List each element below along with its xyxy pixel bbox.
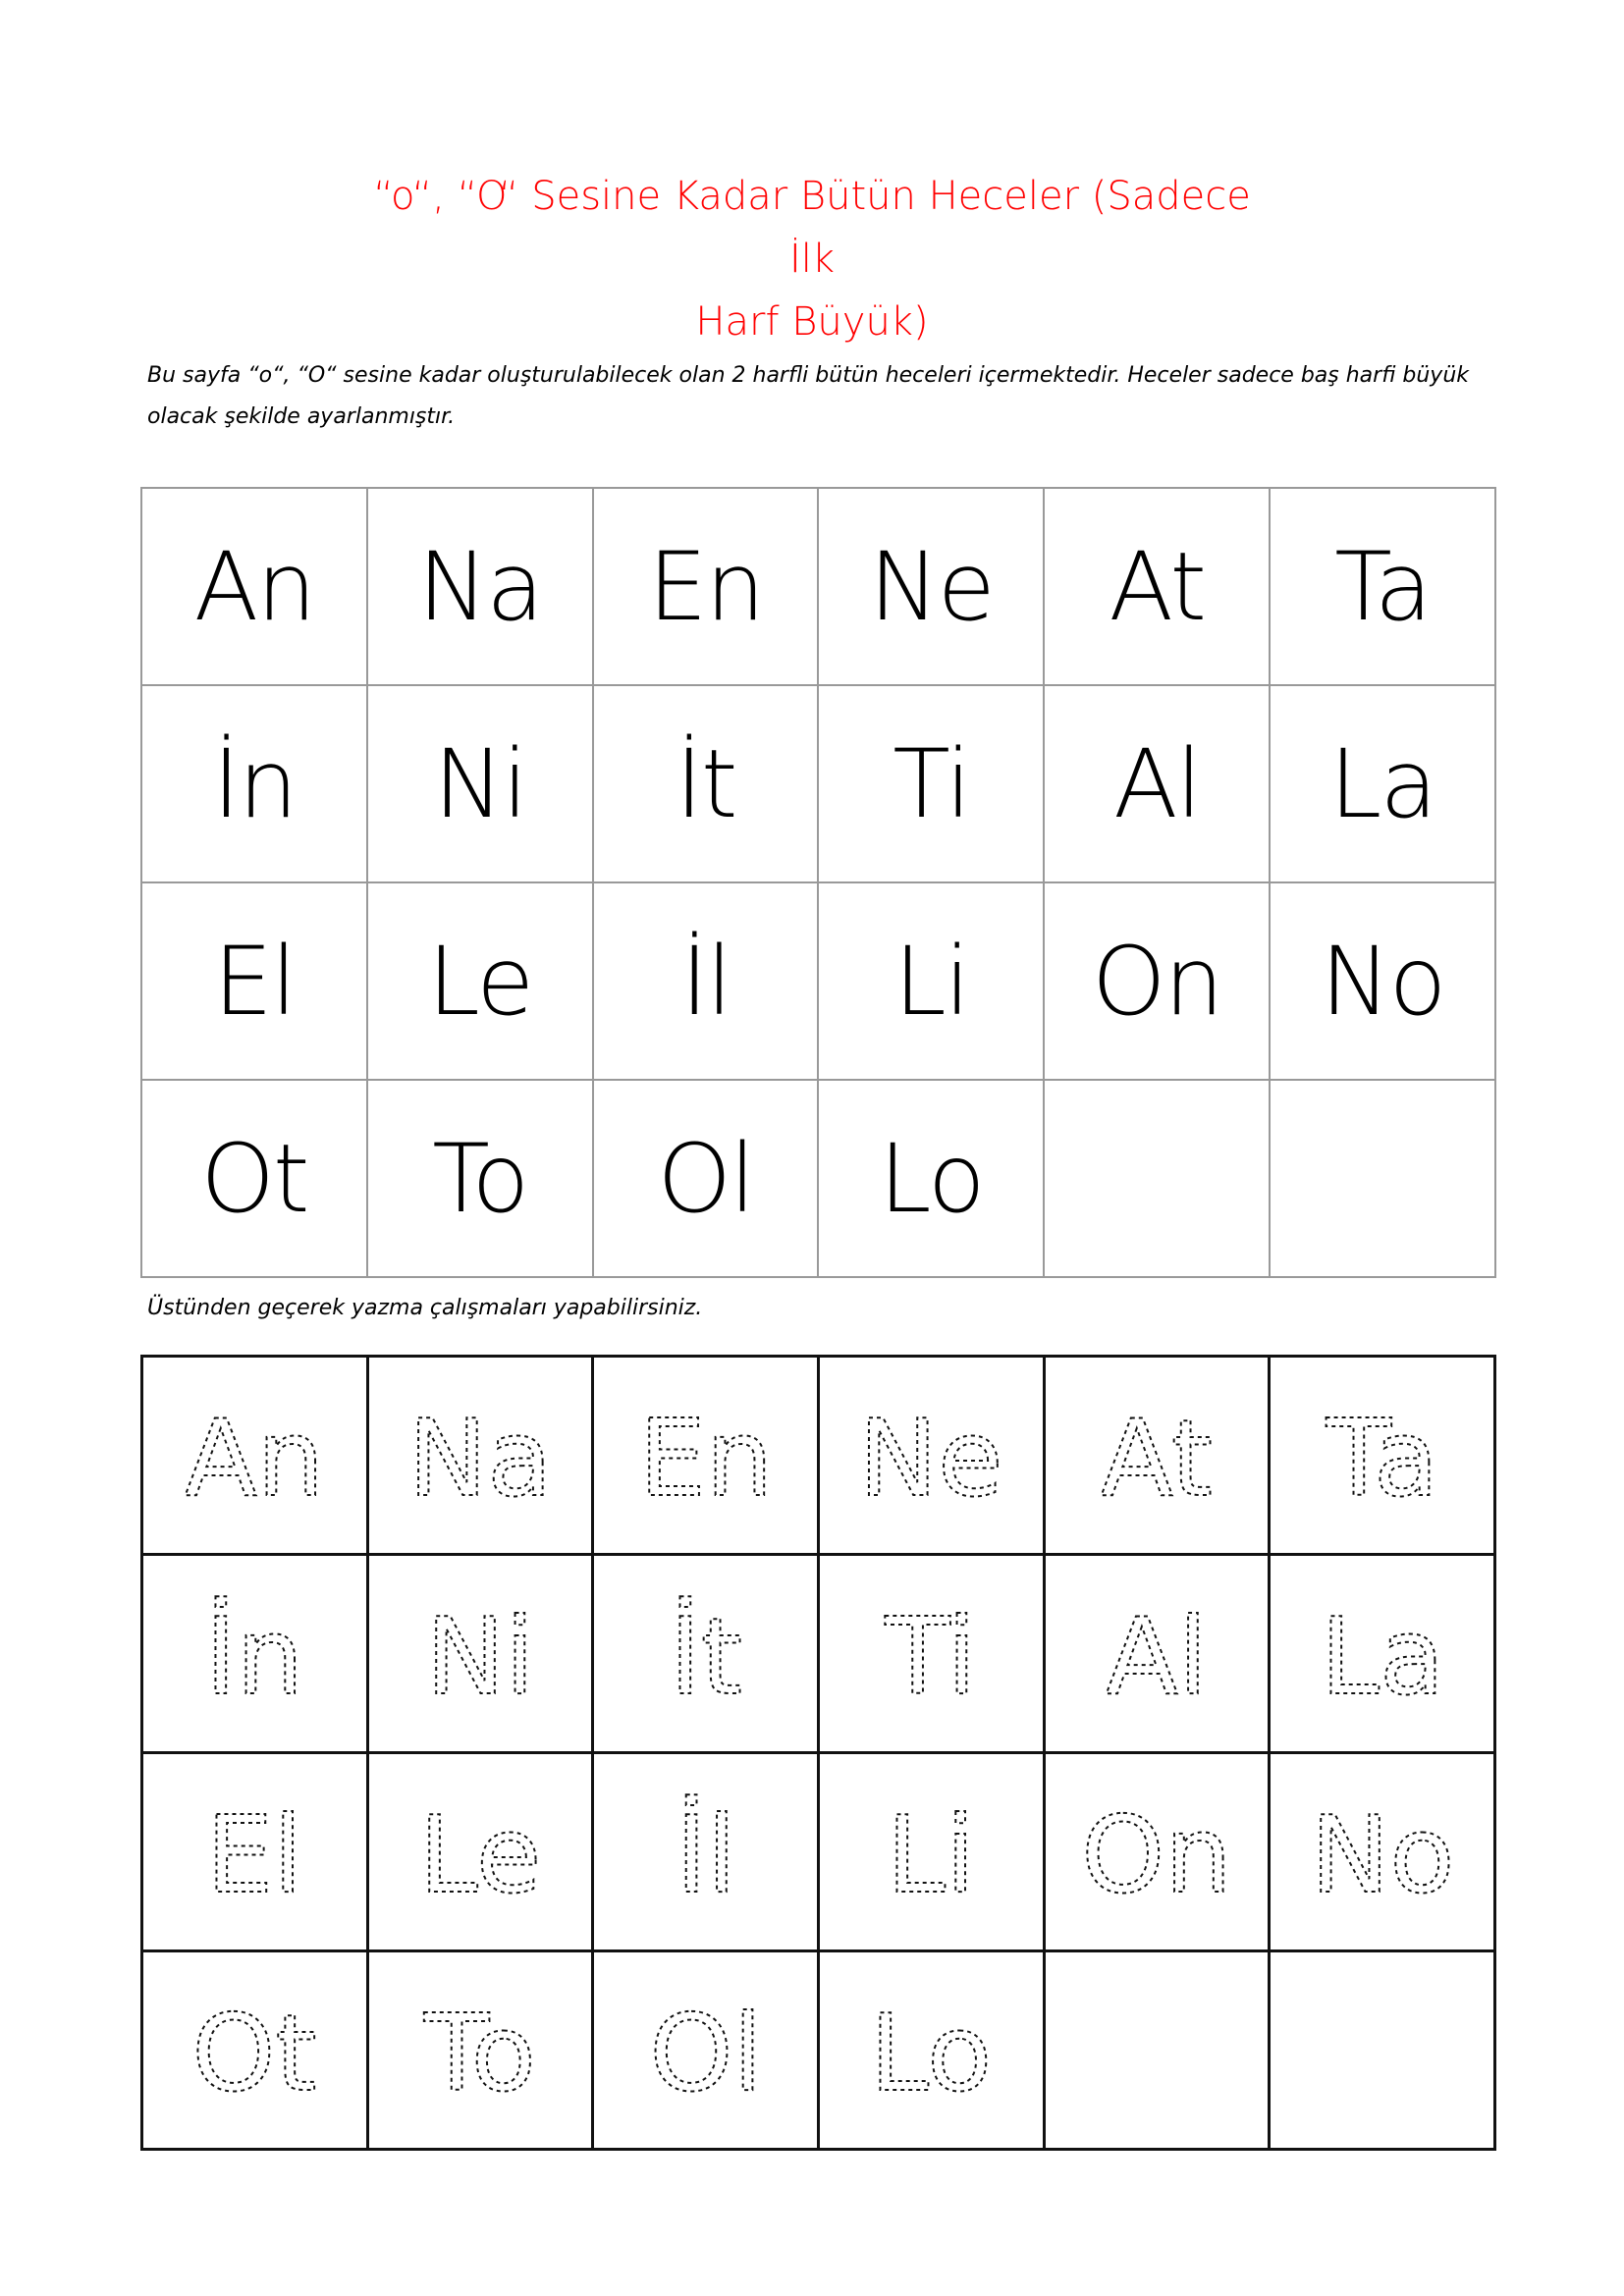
syllable-cell: Ni	[367, 685, 593, 882]
syllable-cell: On	[1044, 882, 1270, 1080]
syllable-cell: To	[367, 1080, 593, 1277]
syllable-cell: İt	[593, 685, 819, 882]
syllable-cell: Na	[367, 488, 593, 685]
dotted-syllable	[1049, 1982, 1265, 2119]
dotted-syllable	[372, 1982, 588, 2119]
dotted-syllable-text: An	[185, 1397, 325, 1521]
tracing-cell	[1270, 1357, 1495, 1555]
dotted-syllable-text: Al	[1106, 1595, 1208, 1719]
syllable-cell: La	[1270, 685, 1495, 882]
dotted-syllable-text: El	[206, 1793, 303, 1917]
dotted-syllable-text: To	[424, 1992, 536, 2115]
tracing-cell	[593, 1555, 819, 1753]
syllable-cell: En	[593, 488, 819, 685]
syllable-cell: Al	[1044, 685, 1270, 882]
tracing-row	[142, 1753, 1495, 1951]
tracing-cell	[142, 1555, 368, 1753]
title-line-2: Harf Büyük)	[695, 299, 929, 345]
syllable-cell: Ta	[1270, 488, 1495, 685]
syllable-cell: Le	[367, 882, 593, 1080]
dotted-syllable-text: İt	[669, 1595, 742, 1719]
syllable-cell: An	[141, 488, 367, 685]
tracing-cell	[1044, 1357, 1270, 1555]
dotted-syllable	[1274, 1387, 1490, 1524]
dotted-syllable	[823, 1585, 1039, 1723]
tracing-row	[142, 1951, 1495, 2150]
syllable-table	[140, 487, 1496, 1278]
dotted-syllable-text: Lo	[870, 1992, 993, 2115]
tracing-cell	[593, 1357, 819, 1555]
dotted-syllable	[823, 1784, 1039, 1921]
dotted-syllable	[146, 1982, 362, 2119]
dotted-syllable-text: İl	[675, 1793, 736, 1917]
tracing-table	[140, 1355, 1496, 2151]
syllable-cell: Ti	[818, 685, 1044, 882]
dotted-syllable-text: Ot	[191, 1992, 318, 2115]
dotted-syllable-text: Ni	[425, 1595, 535, 1719]
syllable-cell	[1044, 1080, 1270, 1277]
dotted-syllable-text: Le	[418, 1793, 542, 1917]
dotted-syllable-text: On	[1081, 1793, 1232, 1917]
dotted-syllable	[1274, 1982, 1490, 2119]
table-row	[141, 488, 1495, 685]
tracing-cell	[593, 1753, 819, 1951]
tracing-cell	[1270, 1555, 1495, 1753]
dotted-syllable	[1274, 1784, 1490, 1921]
dotted-syllable-text: At	[1100, 1397, 1214, 1521]
dotted-syllable	[1049, 1585, 1265, 1723]
table-row	[141, 882, 1495, 1080]
syllable-cell: El	[141, 882, 367, 1080]
dotted-syllable-text: Li	[887, 1793, 976, 1917]
syllable-cell: Lo	[818, 1080, 1044, 1277]
tracing-cell	[1044, 1555, 1270, 1753]
syllable-cell: İl	[593, 882, 819, 1080]
dotted-syllable-text: Ta	[1326, 1397, 1438, 1521]
syllable-cell: No	[1270, 882, 1495, 1080]
dotted-syllable	[598, 1387, 814, 1524]
tracing-cell	[593, 1951, 819, 2150]
dotted-syllable-text: Ne	[858, 1397, 1003, 1521]
dotted-syllable	[823, 1387, 1039, 1524]
page-title	[0, 165, 1624, 353]
dotted-syllable-text: Na	[407, 1397, 553, 1521]
description: Bu sayfa “o“, “O“ sesine kadar oluşturulabilecek olan 2 harfli bütün heceleri içermektedir. Heceler sadece baş harfi büyük olacak şekilde ayarlanmıştır.	[147, 363, 1470, 429]
syllable-cell: Ol	[593, 1080, 819, 1277]
tracing-cell	[1044, 1753, 1270, 1951]
dotted-syllable	[598, 1784, 814, 1921]
tracing-cell	[367, 1555, 593, 1753]
dotted-syllable	[598, 1585, 814, 1723]
tracing-cell	[367, 1951, 593, 2150]
tracing-cell	[1270, 1753, 1495, 1951]
tracing-cell	[367, 1753, 593, 1951]
dotted-syllable	[598, 1982, 814, 2119]
tracing-row	[142, 1555, 1495, 1753]
syllable-cell: At	[1044, 488, 1270, 685]
syllable-cell	[1270, 1080, 1495, 1277]
tracing-caption: Üstünden geçerek yazma çalışmaları yapabilirsiniz.	[147, 1296, 703, 1320]
tracing-row	[142, 1357, 1495, 1555]
tracing-cell	[1044, 1951, 1270, 2150]
dotted-syllable	[1049, 1387, 1265, 1524]
title-line-1: “o“, “O“ Sesine Kadar Bütün Heceler (Sadece İlk	[373, 174, 1251, 282]
syllable-cell: Ot	[141, 1080, 367, 1277]
dotted-syllable-text: İn	[205, 1595, 304, 1719]
dotted-syllable	[372, 1585, 588, 1723]
syllable-cell: Ne	[818, 488, 1044, 685]
tracing-cell	[818, 1753, 1044, 1951]
dotted-syllable	[146, 1387, 362, 1524]
dotted-syllable-text: No	[1310, 1793, 1455, 1917]
tracing-cell	[818, 1555, 1044, 1753]
dotted-syllable	[823, 1982, 1039, 2119]
tracing-cell	[818, 1357, 1044, 1555]
dotted-syllable-text: En	[638, 1397, 773, 1521]
dotted-syllable-text: Ti	[885, 1595, 977, 1719]
dotted-syllable	[372, 1784, 588, 1921]
table-row	[141, 685, 1495, 882]
dotted-syllable-text: La	[1320, 1595, 1444, 1719]
tracing-cell	[142, 1357, 368, 1555]
table-row	[141, 1080, 1495, 1277]
dotted-syllable-text: Ol	[649, 1992, 763, 2115]
dotted-syllable	[1049, 1784, 1265, 1921]
syllable-cell: İn	[141, 685, 367, 882]
tracing-cell	[142, 1951, 368, 2150]
dotted-syllable	[1274, 1585, 1490, 1723]
tracing-cell	[1270, 1951, 1495, 2150]
tracing-cell	[818, 1951, 1044, 2150]
tracing-cell	[142, 1753, 368, 1951]
dotted-syllable	[146, 1784, 362, 1921]
syllable-cell: Li	[818, 882, 1044, 1080]
dotted-syllable	[146, 1585, 362, 1723]
dotted-syllable	[372, 1387, 588, 1524]
tracing-cell	[367, 1357, 593, 1555]
